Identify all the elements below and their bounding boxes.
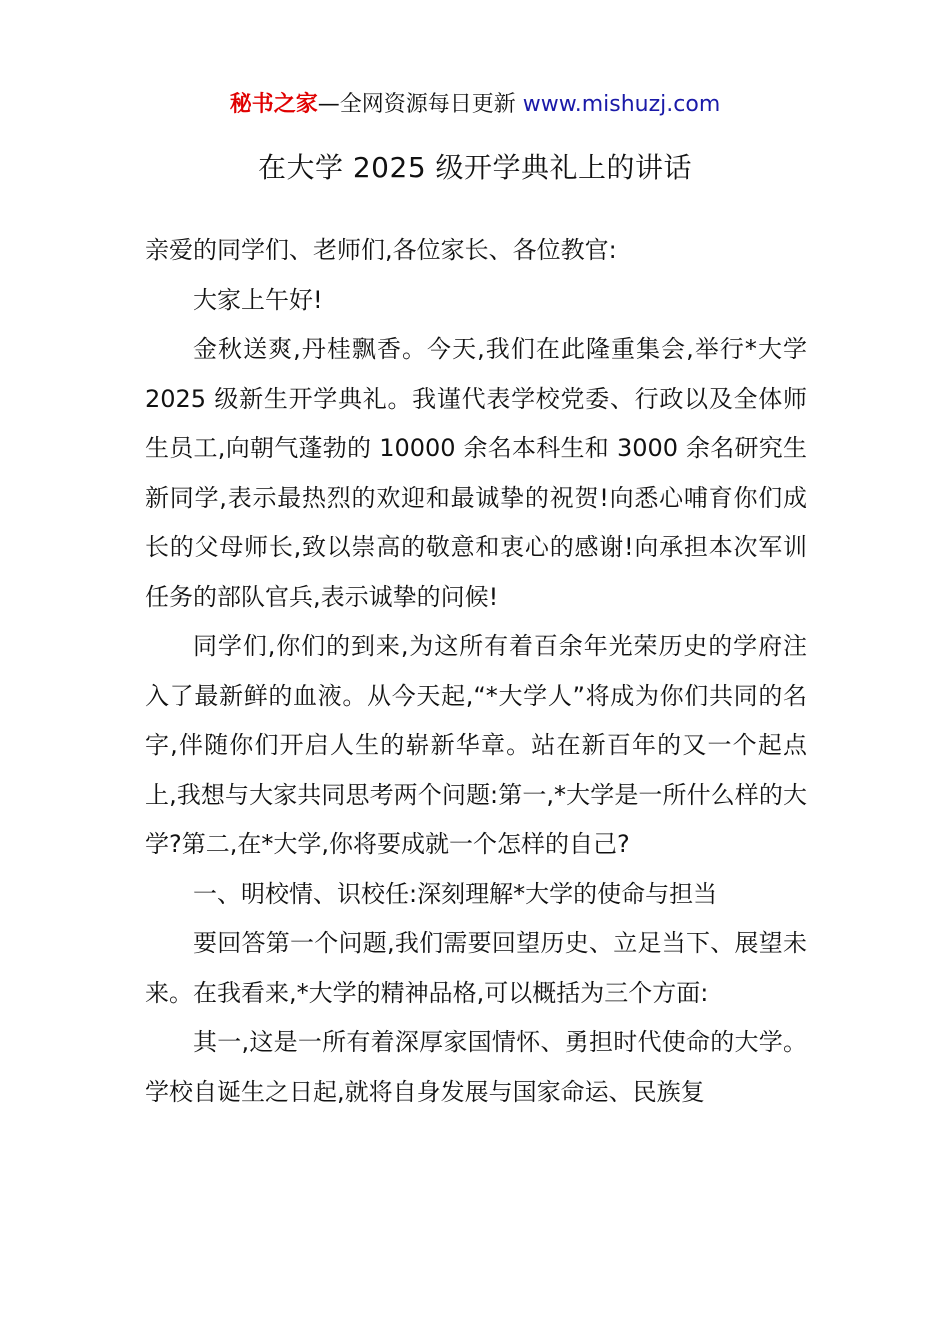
body-paragraph: 要回答第一个问题,我们需要回望历史、立足当下、展望未来。在我看来,*大学的精神品格,可以概括为三个方面: bbox=[145, 929, 807, 1007]
body-paragraph: 其一,这是一所有着深厚家国情怀、勇担时代使命的大学。学校自诞生之日起,就将自身发展与国家命运、民族复 bbox=[145, 1028, 807, 1106]
site-name: 秘书之家 bbox=[229, 92, 318, 117]
document-body bbox=[145, 226, 807, 1117]
document-title: 在大学 2025 级开学典礼上的讲话 bbox=[257, 151, 693, 184]
section-heading: 一、明校情、识校任:深刻理解*大学的使命与担当 bbox=[193, 879, 718, 908]
site-url-link[interactable]: www.mishuzj.com bbox=[522, 92, 721, 117]
site-tagline: —全网资源每日更新 bbox=[317, 92, 516, 117]
greeting-paragraph: 大家上午好! bbox=[193, 285, 323, 314]
site-header bbox=[0, 88, 950, 122]
body-paragraph: 同学们,你们的到来,为这所有着百余年光荣历史的学府注入了最新鲜的血液。从今天起,“*大学人”将成为你们共同的名字,伴随你们开启人生的崭新华章。站在新百年的又一个起点上,我想与大家共同思考两个问题:第一,*大学是一所什么样的大学?第二,在*大学,你将要成就一个怎样的自己? bbox=[145, 632, 807, 858]
salutation-paragraph: 亲爱的同学们、老师们,各位家长、各位教官: bbox=[145, 236, 617, 264]
body-paragraph: 金秋送爽,丹桂飘香。今天,我们在此隆重集会,举行*大学 2025 级新生开学典礼。我谨代表学校党委、行政以及全体师生员工,向朝气蓬勃的 10000 余名本科生和 3000 余名研究生新同学,表示最热烈的欢迎和最诚挚的祝贺!向悉心哺育你们成长的父母师长,致以崇高的敬意和衷心的感谢!向承担本次军训任务的部队官兵,表示诚挚的问候! bbox=[145, 335, 807, 611]
